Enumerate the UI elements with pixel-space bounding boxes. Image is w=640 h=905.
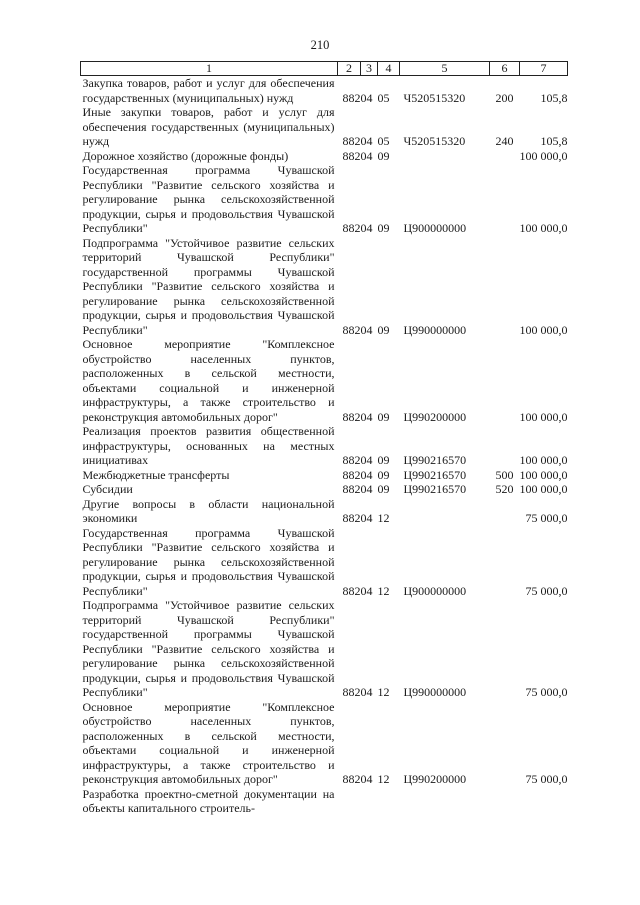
row-amount: 100 000,0 (519, 221, 568, 235)
header-cell: 6 (490, 62, 520, 76)
row-name: Разработка проектно-сметной документации на объекты капитального строитель- (82, 786, 335, 815)
table-row (81, 149, 568, 164)
row-name: Подпрограмма "Устойчивое развитие сельских территорий Чувашской Республики" государственной программы Чувашской Республики "Развитие сельского хозяйства и регулирование рынка сельскохозяйственной продукции, сырья и продовольствия Чувашской Республики" (82, 598, 335, 699)
row-target-code: Ч520515320 (403, 134, 466, 148)
row-gr: 882 (342, 90, 361, 105)
row-expense-type (490, 149, 520, 164)
row-expense-type (490, 787, 520, 816)
table-row (81, 105, 568, 149)
table-row (81, 482, 568, 497)
row-target-code: Ц990000000 (403, 685, 467, 699)
header-cell: 4 (378, 62, 400, 76)
row-section: 04 (360, 134, 373, 148)
row-subsection: 09 (377, 409, 390, 424)
row-gr: 882 (342, 409, 361, 424)
row-gr: 882 (342, 148, 361, 163)
row-subsection: 12 (377, 583, 390, 598)
header-cell: 2 (338, 62, 361, 76)
row-gr: 882 (342, 583, 361, 598)
row-gr: 882 (342, 482, 361, 496)
row-section (361, 787, 378, 816)
row-expense-type: 520 (495, 482, 514, 496)
row-expense-type (490, 337, 520, 424)
row-section: 04 (360, 453, 373, 467)
row-name: Дорожное хозяйство (дорожные фонды) (82, 148, 289, 163)
row-target-code: Ч520515320 (403, 90, 466, 105)
row-expense-type (490, 700, 520, 787)
row-subsection: 05 (377, 90, 390, 105)
row-expense-type: 200 (495, 90, 514, 105)
row-target-code (400, 497, 490, 526)
row-subsection: 09 (377, 221, 390, 235)
row-name: Межбюджетные трансферты (82, 467, 230, 482)
row-subsection: 09 (377, 453, 390, 467)
row-name: Закупка товаров, работ и услуг для обеспечения государственных (муниципальных) нужд (82, 76, 335, 105)
row-target-code: Ц990216570 (403, 453, 467, 467)
row-name: Субсидии (82, 482, 133, 496)
row-name: Государственная программа Чувашской Республики "Развитие сельского хозяйства и регулирование рынка сельскохозяйственной продукции, сырья и продовольствия Чувашской Республики" (82, 163, 335, 235)
table-row (81, 700, 568, 787)
row-gr: 882 (342, 467, 361, 482)
table-row (81, 424, 568, 468)
row-section: 04 (360, 221, 373, 235)
row-amount: 100 000,0 (519, 148, 568, 163)
table-body (81, 76, 568, 816)
row-section: 04 (360, 511, 373, 525)
row-amount: 75 000,0 (525, 511, 568, 525)
row-expense-type (490, 598, 520, 700)
page-number: 210 (310, 38, 330, 52)
table-row (81, 337, 568, 424)
row-expense-type: 240 (495, 134, 514, 148)
row-section: 04 (360, 685, 373, 699)
row-section: 04 (360, 322, 373, 337)
row-target-code: Ц900000000 (403, 583, 467, 598)
table-row (81, 526, 568, 599)
row-amount: 100 000,0 (519, 467, 568, 482)
row-gr: 882 (342, 772, 361, 786)
budget-table (80, 61, 568, 816)
row-name: Другие вопросы в области национальной экономики (82, 496, 335, 525)
row-amount: 75 000,0 (525, 583, 568, 598)
row-amount: 100 000,0 (519, 482, 568, 496)
row-expense-type (490, 236, 520, 338)
header-cell: 7 (520, 62, 568, 76)
row-section: 04 (360, 409, 373, 424)
row-amount (520, 787, 568, 816)
table-row (81, 468, 568, 483)
header-cell: 3 (361, 62, 378, 76)
table-row (81, 236, 568, 338)
table-row (81, 163, 568, 236)
row-name: Основное мероприятие "Комплексное обустройство населенных пунктов, расположенных в сельской местности, объектами социальной и инженерной инфраструктуры, а также строительство и реконструкция автомобильных дорог" (82, 699, 335, 786)
row-amount: 100 000,0 (519, 453, 568, 467)
row-subsection: 09 (377, 322, 390, 337)
row-amount: 75 000,0 (525, 772, 568, 786)
row-section: 04 (360, 482, 373, 496)
row-expense-type: 500 (495, 467, 514, 482)
row-target-code (400, 149, 490, 164)
row-subsection: 09 (377, 467, 390, 482)
row-amount: 75 000,0 (525, 685, 568, 699)
row-target-code (400, 787, 490, 816)
row-gr: 882 (342, 221, 361, 235)
row-section: 04 (360, 772, 373, 786)
row-expense-type (490, 526, 520, 599)
row-target-code: Ц990216570 (403, 467, 467, 482)
row-subsection (378, 787, 400, 816)
row-amount: 105,8 (540, 134, 568, 148)
row-subsection: 12 (377, 685, 390, 699)
row-target-code: Ц900000000 (403, 221, 467, 235)
header-cell: 1 (81, 62, 338, 76)
row-gr: 882 (342, 685, 361, 699)
row-expense-type (490, 163, 520, 236)
row-subsection: 12 (377, 772, 390, 786)
header-row (81, 62, 568, 76)
row-section: 04 (360, 583, 373, 598)
table-row (81, 598, 568, 700)
row-name: Иные закупки товаров, работ и услуг для обеспечения государственных (муниципальных) нужд (82, 105, 335, 148)
row-gr: 882 (342, 134, 361, 148)
row-amount: 100 000,0 (519, 409, 568, 424)
row-section: 04 (360, 90, 373, 105)
row-subsection: 12 (377, 511, 390, 525)
row-name: Государственная программа Чувашской Республики "Развитие сельского хозяйства и регулирование рынка сельскохозяйственной продукции, сырья и продовольствия Чувашской Республики" (82, 525, 335, 598)
row-gr: 882 (342, 511, 361, 525)
table-row (81, 497, 568, 526)
row-target-code: Ц990000000 (403, 322, 467, 337)
row-gr (338, 787, 361, 816)
row-gr: 882 (342, 453, 361, 467)
row-name: Основное мероприятие "Комплексное обустройство населенных пунктов, расположенных в сельской местности, объектами социальной и инженерной инфраструктуры, а также строительство и реконструкция автомобильных дорог" (82, 337, 335, 424)
row-subsection: 09 (377, 482, 390, 496)
row-amount: 100 000,0 (519, 322, 568, 337)
header-cell: 5 (400, 62, 490, 76)
row-section: 04 (360, 148, 373, 163)
row-name: Подпрограмма "Устойчивое развитие сельских территорий Чувашской Республики" государственной программы Чувашской Республики "Развитие сельского хозяйства и регулирование рынка сельскохозяйственной продукции, сырья и продовольствия Чувашской Республики" (82, 235, 335, 337)
row-gr: 882 (342, 322, 361, 337)
row-subsection: 05 (377, 134, 390, 148)
row-target-code: Ц990200000 (403, 409, 467, 424)
row-target-code: Ц990216570 (403, 482, 467, 496)
table-row (81, 76, 568, 106)
row-amount: 105,8 (540, 90, 568, 105)
table-row (81, 787, 568, 816)
row-target-code: Ц990200000 (403, 772, 467, 786)
row-name: Реализация проектов развития общественной инфраструктуры, основанных на местных инициативах (82, 424, 335, 467)
row-expense-type (490, 424, 520, 468)
row-subsection: 09 (377, 148, 390, 163)
row-expense-type (490, 497, 520, 526)
row-section: 04 (360, 467, 373, 482)
